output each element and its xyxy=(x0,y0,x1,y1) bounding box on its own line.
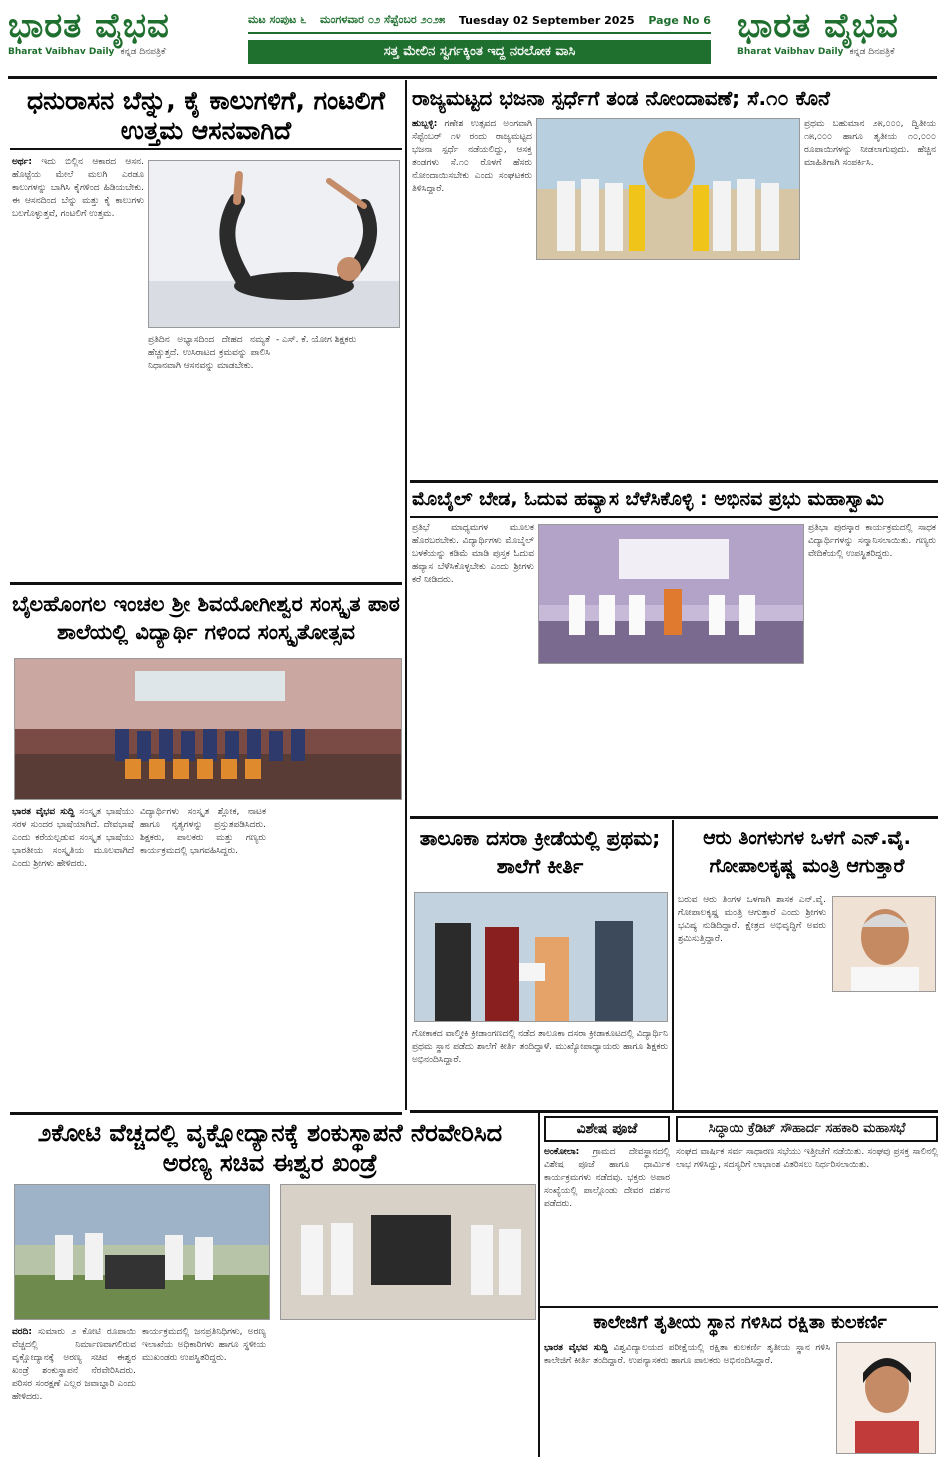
dasara-photo xyxy=(414,892,668,1022)
divider xyxy=(10,148,402,150)
logo-title: ಭಾರತ ವೈಭವ xyxy=(737,6,899,46)
masthead-rule xyxy=(8,76,937,79)
yoga-text-col1 xyxy=(12,156,144,576)
yoga-headline: ಧನುರಾಸನ ಬೆನ್ನು, ಕೈ ಕಾಲುಗಳಿಗೆ, ಗಂಟಲಿಗೆ ಉತ್ತಮ ಆಸನವಾಗಿದೆ xyxy=(26,86,386,145)
dasara-text: ಗೋಕಾಕದ ವಾಲ್ಮೀಕಿ ಕ್ರೀಡಾಂಗಣದಲ್ಲಿ ನಡೆದ ತಾಲೂಕಾ ದಸರಾ ಕ್ರೀಡಾಕೂಟದಲ್ಲಿ ವಿದ್ಯಾರ್ಥಿನಿ ಪ್ರಥಮ ಸ್ಥಾನ ಪಡೆದು ಶಾಲೆಗೆ ಕೀರ್ತಿ ತಂದಿದ್ದಾಳೆ. ಮುಖ್ಯೋಪಾಧ್ಯಾಯರು ಹಾಗೂ ಶಿಕ್ಷಕರು ಅಭಿನಂದಿಸಿದ್ದಾರೆ. xyxy=(412,1029,668,1065)
pooja-headline: ವಿಶೇಷ ಪೂಜೆ xyxy=(544,1116,670,1142)
logo-subtitle-kn: ಕನ್ನಡ ದಿನಪತ್ರಿಕೆ xyxy=(849,47,895,57)
yoga-text-col2: ಪ್ರತಿದಿನ ಅಭ್ಯಾಸದಿಂದ ದೇಹದ ನಮ್ಯತೆ ಹೆಚ್ಚುತ್ತದೆ. ಉಸಿರಾಟದ ಕ್ರಮವನ್ನು ಪಾಲಿಸಿ ನಿಧಾನವಾಗಿ ಆಸನವನ್ನು ಮಾಡಬೇಕು. xyxy=(148,335,270,371)
bhajan-lead: ಹುಬ್ಬಳ್ಳಿ: xyxy=(412,119,438,129)
credit-headline: ಸಿದ್ಧಾಯಿ ಕ್ರೆಡಿಟ್ ಸೌಹಾರ್ದ ಸಹಕಾರಿ ಮಹಾಸಭೆ xyxy=(676,1116,938,1142)
sanskrit-body: ಸಂಸ್ಕೃತ ಭಾಷೆಯು ಸರಳ ಸುಂದರ ಭಾಷೆಯಾಗಿದೆ. ದೇವಭಾಷೆ ಎಂದು ಕರೆಯಲ್ಪಡುವ ಸಂಸ್ಕೃತ ಭಾಷೆಯು ಭಾರತೀಯ ಸಂಸ್ಕೃತಿಯ ಮೂಲವಾಗಿದೆ ಎಂದು ಶ್ರೀಗಳು ಹೇಳಿದರು. xyxy=(12,807,134,869)
divider xyxy=(540,1306,938,1308)
sanskrit-text-col2: ವಿದ್ಯಾರ್ಥಿಗಳು ಸಂಸ್ಕೃತ ಶ್ಲೋಕ, ನಾಟಕ ಹಾಗೂ ನೃತ್ಯಗಳನ್ನು ಪ್ರಸ್ತುತಪಡಿಸಿದರು. ಶಿಕ್ಷಕರು, ಪಾಲಕರು ಮತ್ತು ಗಣ್ಯರು ಕಾರ್ಯಕ್ರಮದಲ್ಲಿ ಭಾಗವಹಿಸಿದ್ದರು. xyxy=(140,807,266,856)
rakshita-body: ವಿಶ್ವವಿದ್ಯಾಲಯದ ಪರೀಕ್ಷೆಯಲ್ಲಿ ರಕ್ಷಿತಾ ಕುಲಕರ್ಣಿ ತೃತೀಯ ಸ್ಥಾನ ಗಳಿಸಿ ಕಾಲೇಜಿಗೆ ಕೀರ್ತಿ ತಂದಿದ್ದಾರೆ. ಉಪನ್ಯಾಸಕರು ಹಾಗೂ ಪಾಲಕರು ಅಭಿನಂದಿಸಿದ್ದಾರೆ. xyxy=(544,1343,830,1366)
park-body: ಸುಮಾರು ೨ ಕೋಟಿ ರೂಪಾಯಿ ವೆಚ್ಚದಲ್ಲಿ ನಿರ್ಮಾಣವಾಗಲಿರುವ ವೃಕ್ಷೋದ್ಯಾನಕ್ಕೆ ಅರಣ್ಯ ಸಚಿವ ಈಶ್ವರ ಖಂಡ್ರೆ ಶಂಕುಸ್ಥಾಪನೆ ನೆರವೇರಿಸಿದರು. ಪರಿಸರ ಸಂರಕ್ಷಣೆ ಎಲ್ಲರ ಜವಾಬ್ದಾರಿ ಎಂದು ಹೇಳಿದರು. xyxy=(12,1327,136,1402)
page-number: Page No 6 xyxy=(648,13,711,27)
logo-subtitle-en: Bharat Vaibhav Daily xyxy=(8,47,115,57)
pooja-text xyxy=(544,1146,670,1302)
column-rule xyxy=(538,1112,540,1457)
mobile-text-col1: ಪ್ರತಿಭೆ ಮಾಧ್ಯಮಗಳ ಮೂಲಕ ಹೊರಬರಬೇಕು. ವಿದ್ಯಾರ್ಥಿಗಳು ಮೊಬೈಲ್ ಬಳಕೆಯನ್ನು ಕಡಿಮೆ ಮಾಡಿ ಪುಸ್ತಕ ಓದುವ ಹವ್ಯಾಸ ಬೆಳೆಸಿಕೊಳ್ಳಬೇಕು ಎಂದು ಶ್ರೀಗಳು ಕರೆ ನೀಡಿದರು. xyxy=(412,523,534,585)
tagline: ಸತ್ತ ಮೇಲಿನ ಸ್ವರ್ಗಕ್ಕಿಂತ ಇದ್ದ ನರಲೋಕ ವಾಸಿ xyxy=(248,40,711,64)
bhajan-text-col3: ಪ್ರಥಮ ಬಹುಮಾನ ೨೫,೦೦೦, ದ್ವಿತೀಯ ೧೫,೦೦೦ ಹಾಗೂ ತೃತೀಯ ೧೦,೦೦೦ ರೂಪಾಯಿಗಳನ್ನು ನೀಡಲಾಗುವುದು. ಹೆಚ್ಚಿನ ಮಾಹಿತಿಗಾಗಿ ಸಂಪರ್ಕಿಸಿ. xyxy=(804,119,936,168)
divider xyxy=(410,480,938,483)
bhajan-text-col1 xyxy=(412,118,532,380)
bhajan-photo xyxy=(536,118,800,260)
park-lead: ವರದಿ: xyxy=(12,1327,32,1337)
sanskrit-lead: ಭಾರತ ವೈಭವ ಸುದ್ದಿ xyxy=(12,807,75,817)
portrait-illustration xyxy=(833,897,936,992)
yoga-byline: - ಎಸ್. ಕೆ. ಯೋಗ ಶಿಕ್ಷಕರು xyxy=(276,335,357,345)
dasara-headline: ತಾಲೂಕಾ ದಸರಾ ಕ್ರೀಡೆಯಲ್ಲಿ ಪ್ರಥಮ; ಶಾಲೆಗೆ ಕೀರ್ತಿ xyxy=(419,826,661,878)
bhajan-headline: ರಾಜ್ಯಮಟ್ಟದ ಭಜನಾ ಸ್ಪರ್ಧೆಗೆ ತಂಡ ನೋಂದಾವಣೆ; ಸೆ.೧೦ ಕೊನೆ xyxy=(412,86,830,110)
yoga-lead: ಅರ್ಥ: xyxy=(12,157,33,167)
day-kannada: ಮಂಗಳವಾರ ೦೨ ಸೆಪ್ಟೆಂಬರ ೨೦೨೫ xyxy=(319,13,446,26)
logo-subtitle-en: Bharat Vaibhav Daily xyxy=(737,47,844,57)
masthead xyxy=(8,6,937,72)
mobile-text-col3: ಪ್ರತಿಭಾ ಪುರಸ್ಕಾರ ಕಾರ್ಯಕ್ರಮದಲ್ಲಿ ಸಾಧಕ ವಿದ್ಯಾರ್ಥಿಗಳನ್ನು ಸನ್ಮಾನಿಸಲಾಯಿತು. ಗಣ್ಯರು ವೇದಿಕೆಯಲ್ಲಿ ಉಪಸ್ಥಿತರಿದ್ದರು. xyxy=(808,523,936,559)
foundation-stone-illustration xyxy=(281,1185,536,1320)
gopalakrishna-headline: ಆರು ತಿಂಗಳುಗಳ ಒಳಗೆ ಎನ್.ವೈ. ಗೋಪಾಲಕೃಷ್ಣ ಮಂತ್ರಿ ಆಗುತ್ತಾರೆ xyxy=(703,827,911,877)
rakshita-headline: ಕಾಲೇಜಿಗೆ ತೃತೀಯ ಸ್ಥಾನ ಗಳಿಸಿದ ರಕ್ಷಿತಾ ಕುಲಕರ್ಣಿ xyxy=(593,1312,887,1333)
park-text-col3 xyxy=(272,1326,396,1454)
yoga-photo xyxy=(148,160,400,328)
logo-title: ಭಾರತ ವೈಭವ xyxy=(8,6,170,46)
logo-subtitle xyxy=(8,46,208,58)
logo-subtitle-kn: ಕನ್ನಡ ದಿನಪತ್ರಿಕೆ xyxy=(120,47,166,57)
logo-left xyxy=(8,6,208,68)
mobile-text-col2a xyxy=(538,670,668,810)
gopalakrishna-text-bottom xyxy=(678,998,936,1106)
ceremony-illustration xyxy=(15,1185,270,1320)
yoga-text-col3 xyxy=(276,334,400,576)
divider xyxy=(410,516,938,518)
sanskrit-text-col3 xyxy=(272,806,400,1106)
rakshita-photo xyxy=(836,1342,936,1454)
sanskrit-headline: ಬೈಲಹೊಂಗಲ ಇಂಚಲ ಶ್ರೀ ಶಿವಯೋಗೀಶ್ವರ ಸಂಸ್ಕೃತ ಪಾಠ ಶಾಲೆಯಲ್ಲಿ ವಿದ್ಯಾರ್ಥಿ ಗಳಿಂದ ಸಂಸ್ಕೃತೋತ್ಸವ xyxy=(12,592,400,644)
sanskrit-photo xyxy=(14,658,402,800)
pooja-body: ಗ್ರಾಮದ ದೇವಸ್ಥಾನದಲ್ಲಿ ವಿಶೇಷ ಪೂಜೆ ಹಾಗೂ ಧಾರ್ಮಿಕ ಕಾರ್ಯಕ್ರಮಗಳು ನಡೆದವು. ಭಕ್ತರು ಅಪಾರ ಸಂಖ್ಯೆಯಲ್ಲಿ ಪಾಲ್ಗೊಂಡು ದೇವರ ದರ್ಶನ ಪಡೆದರು. xyxy=(544,1147,670,1209)
bhajan-body: ಗಣೇಶ ಉತ್ಸವದ ಅಂಗವಾಗಿ ಸೆಪ್ಟೆಂಬರ್ ೧೪ ರಂದು ರಾಜ್ಯಮಟ್ಟದ ಭಜನಾ ಸ್ಪರ್ಧೆ ನಡೆಯಲಿದ್ದು, ಆಸಕ್ತ ತಂಡಗಳು ಸೆ.೧೦ ರೊಳಗೆ ಹೆಸರು ನೋಂದಾಯಿಸಬೇಕು ಎಂದು ಸಂಘಟಕರು ತಿಳಿಸಿದ್ದಾರೆ. xyxy=(412,119,532,194)
portrait-illustration xyxy=(837,1343,936,1454)
column-rule xyxy=(405,80,407,1110)
park-text-col4 xyxy=(402,1326,530,1454)
park-photo-2 xyxy=(280,1184,536,1320)
bhajan-text-col2b xyxy=(670,266,800,476)
mobile-photo xyxy=(538,524,804,664)
park-text-col2: ಕಾರ್ಯಕ್ರಮದಲ್ಲಿ ಜನಪ್ರತಿನಿಧಿಗಳು, ಅರಣ್ಯ ಇಲಾಖೆಯ ಅಧಿಕಾರಿಗಳು ಹಾಗೂ ಸ್ಥಳೀಯ ಮುಖಂಡರು ಉಪಸ್ಥಿತರಿದ್ದರು. xyxy=(142,1327,266,1363)
yoga-pose-illustration xyxy=(149,161,400,328)
rakshita-text xyxy=(544,1342,830,1454)
rakshita-lead: ಭಾರತ ವೈಭವ ಸುದ್ದಿ xyxy=(544,1343,608,1353)
column-rule xyxy=(672,820,674,1110)
park-photo-1 xyxy=(14,1184,270,1320)
pooja-lead: ಅಂಕೋಲಾ: xyxy=(544,1147,580,1157)
dateline xyxy=(248,8,711,34)
group-photo-illustration xyxy=(537,119,800,260)
park-headline: ೨ಕೋಟಿ ವೆಚ್ಚದಲ್ಲಿ ವೃಕ್ಷೋದ್ಯಾನಕ್ಕೆ ಶಂಕುಸ್ಥಾಪನೆ ನೆರವೇರಿಸಿದ ಅರಣ್ಯ ಸಚಿವ ಈಶ್ವರ ಖಂಡ್ರೆ xyxy=(37,1119,503,1177)
yoga-body: ಇದು ಬಿಲ್ಲಿನ ಆಕಾರದ ಆಸನ. ಹೊಟ್ಟೆಯ ಮೇಲೆ ಮಲಗಿ ಎರಡೂ ಕಾಲುಗಳನ್ನು ಬಾಗಿಸಿ ಕೈಗಳಿಂದ ಹಿಡಿಯಬೇಕು. ಈ ಆಸನದಿಂದ ಬೆನ್ನು ಮತ್ತು ಕೈ ಕಾಲುಗಳು ಬಲಗೊಳ್ಳುತ್ತವೆ, ಗಂಟಲಿಗೆ ಉತ್ತಮ. xyxy=(12,157,144,219)
sanskrit-text-col1 xyxy=(12,806,134,1106)
logo-right xyxy=(737,6,937,68)
bhajan-text-col2a xyxy=(536,266,666,476)
park-text-col1 xyxy=(12,1326,136,1454)
date: Tuesday 02 September 2025 xyxy=(458,13,635,27)
divider xyxy=(10,582,402,585)
stage-group-illustration xyxy=(15,659,402,800)
credit-text: ಸಂಘದ ವಾರ್ಷಿಕ ಸರ್ವ ಸಾಧಾರಣ ಸಭೆಯು ಇತ್ತೀಚೆಗೆ ನಡೆಯಿತು. ಸಂಘವು ಪ್ರಸಕ್ತ ಸಾಲಿನಲ್ಲಿ ಲಾಭ ಗಳಿಸಿದ್ದು, ಸದಸ್ಯರಿಗೆ ಲಾಭಾಂಶ ವಿತರಿಸಲು ನಿರ್ಧರಿಸಲಾಯಿತು. xyxy=(676,1147,938,1170)
logo-subtitle xyxy=(737,46,937,58)
divider xyxy=(410,1110,938,1113)
prize-illustration xyxy=(415,893,668,1022)
gopalakrishna-text-top: ಬರುವ ಆರು ತಿಂಗಳ ಒಳಗಾಗಿ ಶಾಸಕ ಎನ್.ವೈ. ಗೋಪಾಲಕೃಷ್ಣ ಮಂತ್ರಿ ಆಗುತ್ತಾರೆ ಎಂದು ಶ್ರೀಗಳು ಭವಿಷ್ಯ ನುಡಿದಿದ್ದಾರೆ. ಕ್ಷೇತ್ರದ ಅಭಿವೃದ್ಧಿಗೆ ಅವರು ಶ್ರಮಿಸುತ್ತಿದ್ದಾರೆ. xyxy=(678,895,826,944)
divider xyxy=(10,1112,402,1115)
mobile-headline: ಮೊಬೈಲ್ ಬೇಡ, ಓದುವ ಹವ್ಯಾಸ ಬೆಳೆಸಿಕೊಳ್ಳಿ : ಅಭಿನವ ಪ್ರಭು ಮಹಾಸ್ವಾಮಿ xyxy=(412,488,884,510)
stage-event-illustration xyxy=(539,525,804,664)
issue-number: ಮಟ ಸಂಪುಟ ೬ xyxy=(248,13,307,26)
mobile-text-col2b xyxy=(674,670,804,810)
gopalakrishna-photo xyxy=(832,896,936,992)
divider xyxy=(410,816,938,819)
